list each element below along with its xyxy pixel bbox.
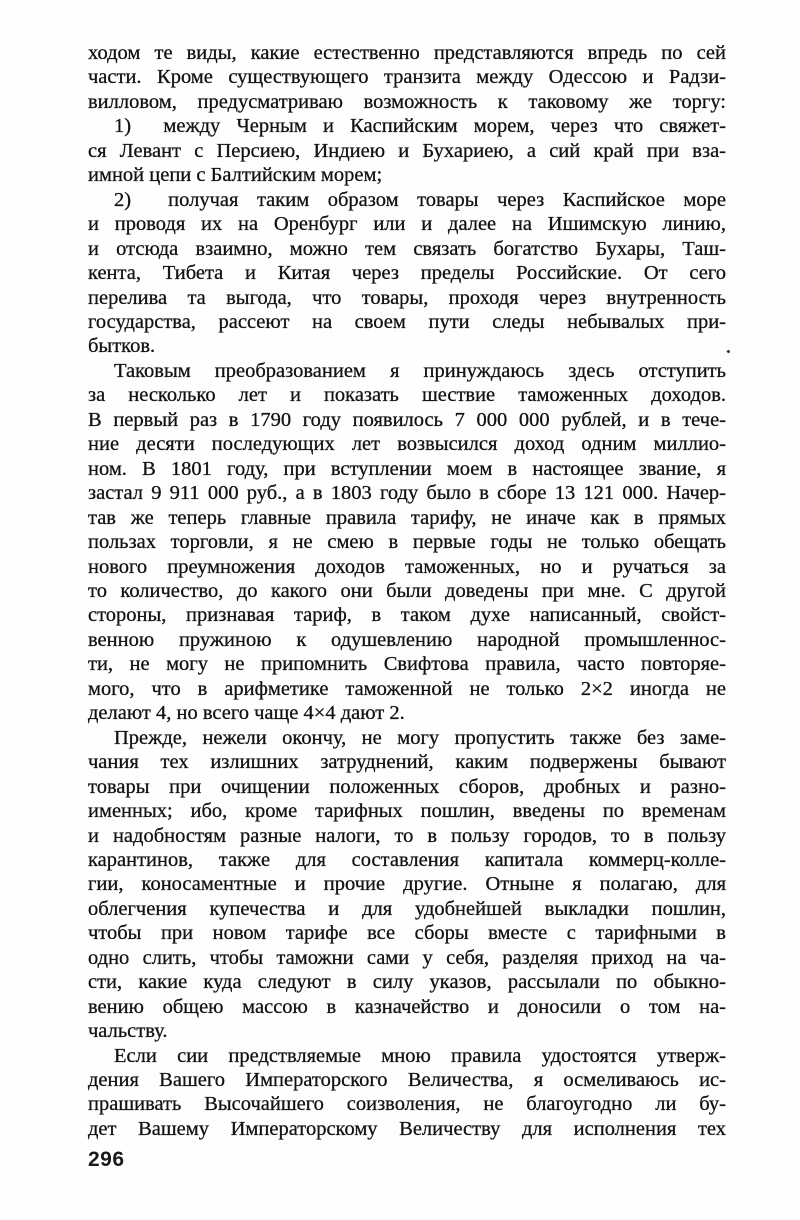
text-line: карантинов, также для составления капитала коммерц-колле-: [88, 848, 726, 871]
text-block: [88, 41, 726, 1141]
text-line: и проводя их на Оренбург или и далее на Ишимскую линию,: [88, 213, 726, 236]
text-line: за несколько лет и показать шествие таможенных доходов.: [88, 384, 726, 407]
text-line: части. Кроме существующего транзита между Одессою и Радзи-: [88, 66, 726, 89]
text-line: ном. В 1801 году, при вступлении моем в настоящее звание, я: [88, 457, 726, 480]
text-line: чальству.: [88, 1020, 168, 1043]
text-line: Прежде, нежели окончу, не могу пропустить также без заме-: [114, 726, 726, 749]
text-line: товары при очищении положенных сборов, дробных и разно-: [88, 775, 726, 798]
text-line: и отсюда взаимно, можно тем связать богатство Бухары, Таш-: [88, 237, 726, 260]
text-line: ние десяти последующих лет возвысился доход одним миллио-: [88, 433, 726, 456]
text-line: чтобы при новом тарифе все сборы вместе с тарифными в: [88, 922, 726, 945]
text-line: Если сии предствляемые мною правила удостоятся утверж-: [114, 1044, 726, 1067]
text-line: мого, что в арифметике таможенной не только 2×2 иногда не: [88, 677, 726, 700]
text-line: дет Вашему Императорскому Величеству для исполнения тех: [88, 1117, 726, 1140]
text-line: государства, рассеют на своем пути следы небывалых при-: [88, 310, 726, 333]
text-line: 2) получая таким образом товары через Каспийское море: [114, 188, 726, 211]
text-line: одно слить, чтобы таможни сами у себя, разделяя приход на ча-: [88, 946, 726, 969]
text-line: облегчения купечества и для удобнейшей выкладки пошлин,: [88, 897, 726, 920]
text-line: именных; ибо, кроме тарифных пошлин, введены по временам: [88, 800, 726, 823]
text-line: перелива та выгода, что товары, проходя через внутренность: [88, 286, 726, 309]
page-number: 296: [88, 1148, 125, 1171]
text-line: ся Левант с Персиею, Индиею и Бухариею, а сий край при вза-: [88, 139, 726, 162]
text-line: венною пружиною к одушевлению народной промышленнос-: [88, 628, 726, 651]
text-line: тав же теперь главные правила тарифу, не иначе как в прямых: [88, 506, 726, 529]
text-line: и надобностям разные налоги, то в пользу городов, то в пользу: [88, 824, 726, 847]
text-line: ти, не могу не припомнить Свифтова правила, часто повторяе-: [88, 653, 726, 676]
text-line: то количество, до какого они были доведены при мне. С другой: [88, 579, 726, 602]
text-line: кента, Тибета и Китая через пределы Российские. От сего: [88, 262, 726, 285]
text-line: вилловом, предусматриваю возможность к таковому же торгу:: [88, 90, 726, 113]
text-line: бытков.: [88, 335, 156, 358]
text-line: 1) между Черным и Каспийским морем, через что свяжет-: [114, 115, 726, 138]
text-line: стороны, признавая тариф, в таком духе написанный, свойст-: [88, 604, 726, 627]
text-line: застал 9 911 000 руб., а в 1803 году было в сборе 13 121 000. Начер-: [88, 482, 726, 505]
scan-artifact-dot: [726, 349, 730, 353]
text-line: прашивать Высочайшего соизволения, не благоугодно ли бу-: [88, 1093, 726, 1116]
text-line: чания тех излишних затруднений, каким подвержены бывают: [88, 751, 726, 774]
text-line: дения Вашего Императорского Величества, я осмеливаюсь ис-: [88, 1069, 726, 1092]
text-line: ходом те виды, какие естественно представляются впредь по сей: [88, 42, 726, 64]
text-line: имной цепи с Балтийским морем;: [88, 164, 383, 187]
text-line: В первый раз в 1790 году появилось 7 000 000 рублей, и в тече-: [88, 408, 726, 431]
text-line: гии, коносаментные и прочие другие. Отныне я полагаю, для: [88, 873, 726, 896]
text-line: нового преумножения доходов таможенных, но и ручаться за: [88, 555, 726, 578]
text-line: сти, какие куда следуют в силу указов, рассылали по обыкно-: [88, 971, 726, 994]
text-line: вению общею массою в казначейство и доносили о том на-: [88, 995, 726, 1018]
text-line: пользах торговли, я не смею в первые годы не только обещать: [88, 531, 726, 554]
text-line: делают 4, но всего чаще 4×4 дают 2.: [88, 702, 405, 725]
text-line: Таковым преобразованием я принуждаюсь здесь отступить: [114, 359, 726, 382]
